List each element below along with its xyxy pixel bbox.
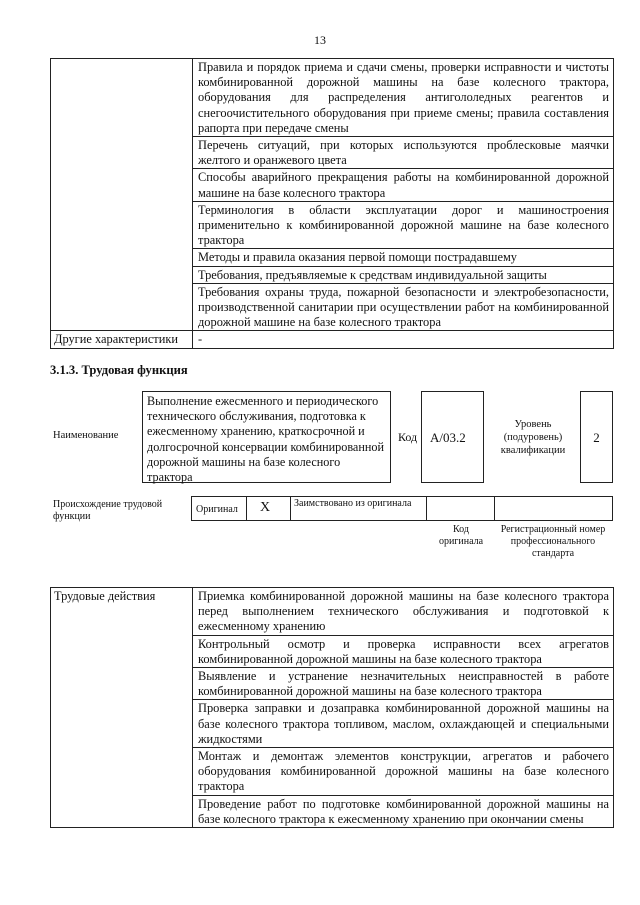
other-characteristics-label: Другие характеристики [51,331,193,348]
labor-action-item: Проведение работ по подготовке комбинированной дорожной машины на базе колесного трактора к ежесменному хранению при окончании смены [193,795,614,827]
origin-divider [290,496,291,521]
labor-action-item: Приемка комбинированной дорожной машины на базе колесного трактора перед выполнением технического обслуживания и подготовкой к ежесменному хранению [193,588,614,636]
page-number: 13 [314,33,326,47]
code-value: A/03.2 [421,391,484,483]
knowledge-item: Требования охраны труда, пожарной безопасности и электробезопасности, производственной санитарии при осуществлении работ на комбинированной дорожной машине на базе колесного трактора [193,283,614,331]
knowledge-table [50,58,614,349]
function-name-box: Выполнение ежесменного и периодического технического обслуживания, подготовка к ежесменному хранению, краткосрочной и долгосрочной консервации комбинированной дорожной машины на базе колесного трактора [142,391,391,483]
knowledge-item: Правила и порядок приема и сдачи смены, проверки исправности и чистоты комбинированной дорожной машины на базе колесного трактора, оборудования для распределения антигололедных реагентов и снегоочистительного оборудования при приеме смены; правила составления рапорта при передаче смены [193,59,614,137]
knowledge-item: Перечень ситуаций, при которых используются проблесковые маячки желтого и оранжевого цвета [193,137,614,169]
labor-action-item: Монтаж и демонтаж элементов конструкции, агрегатов и рабочего оборудования комбинированной дорожной машины на базе колесного трактора [193,748,614,796]
table-row [51,331,614,348]
section-heading: 3.1.3. Трудовая функция [50,363,188,377]
code-original-caption: Код оригинала [438,524,484,547]
code-label: Код [398,430,418,444]
origin-divider [426,496,427,521]
labor-action-item: Проверка заправки и дозаправка комбинированной дорожной машины на базе колесного трактора топливом, маслом, охлаждающей и специальными жидкостями [193,700,614,748]
name-label: Наименование [53,430,119,441]
origin-label: Происхождение трудовой функции [53,499,163,522]
level-value: 2 [580,391,613,483]
row-label-cell [51,59,193,331]
borrowed-label: Заимствовано из оригинала [294,498,412,509]
original-mark: X [260,500,271,515]
labor-action-item: Выявление и устранение незначительных неисправностей в работе комбинированной дорожной машины на базе колесного трактора [193,668,614,700]
other-characteristics-value: - [193,331,614,348]
labor-actions-table [50,587,614,828]
knowledge-item: Методы и правила оказания первой помощи пострадавшему [193,249,614,266]
table-row [51,588,614,636]
origin-divider [246,496,247,521]
origin-divider [494,496,495,521]
reg-number-caption: Регистрационный номер профессионального стандарта [500,524,606,559]
level-label: Уровень (подуровень) квалификации [500,419,566,456]
knowledge-item: Требования, предъявляемые к средствам индивидуальной защиты [193,266,614,283]
table-row [51,59,614,137]
labor-action-item: Контрольный осмотр и проверка исправности всех агрегатов комбинированной дорожной машины на базе колесного трактора [193,635,614,667]
knowledge-item: Терминология в области эксплуатации дорог и машиностроения применительно к комбинированной дорожной машине на базе колесного трактора [193,201,614,249]
original-label: Оригинал [196,504,238,515]
labor-actions-label: Трудовые действия [51,588,193,828]
knowledge-item: Способы аварийного прекращения работы на комбинированной дорожной машине на базе колесного трактора [193,169,614,201]
